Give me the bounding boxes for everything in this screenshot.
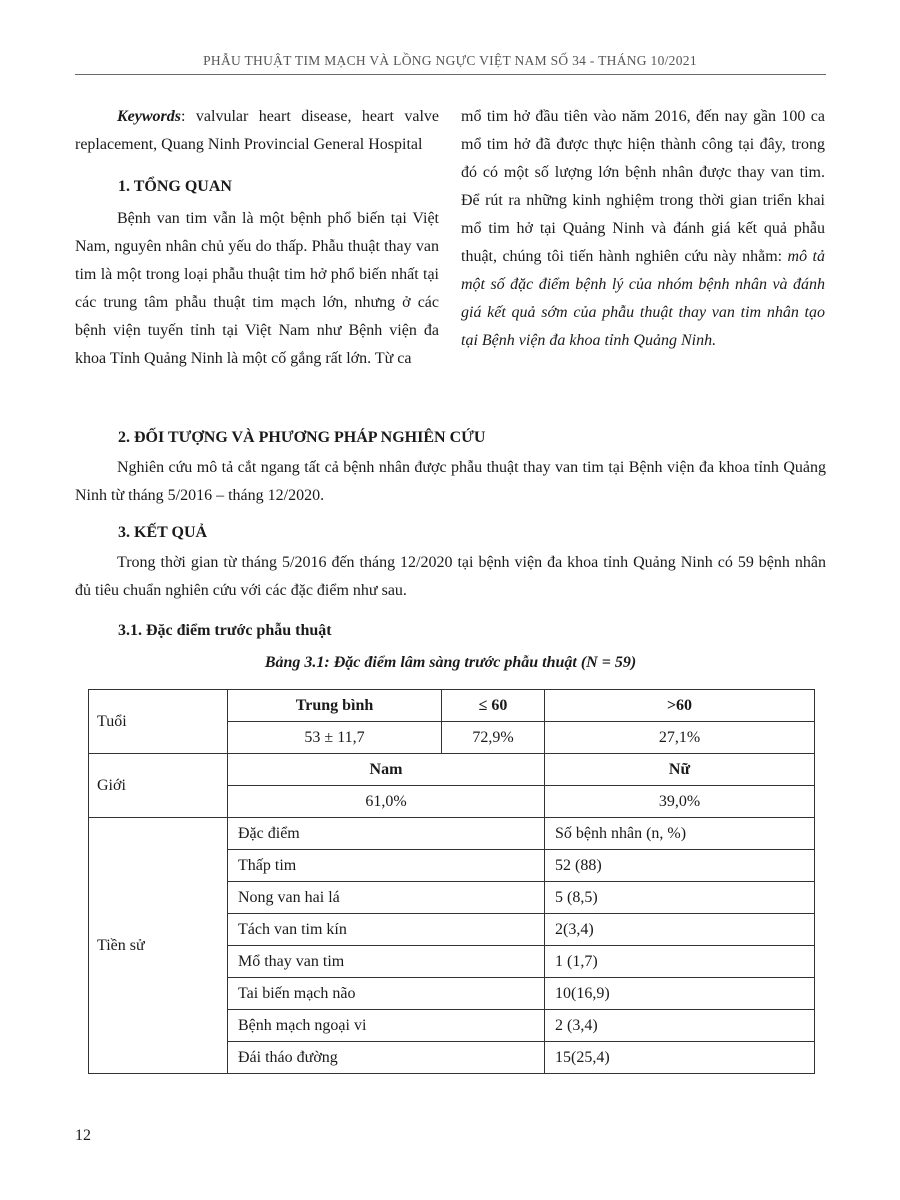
- history-count: 2 (3,4): [545, 1010, 815, 1042]
- history-count: 52 (88): [545, 850, 815, 882]
- sex-header-male: Nam: [228, 754, 545, 786]
- section-2: [75, 424, 826, 510]
- sex-value-female: 39,0%: [545, 786, 815, 818]
- table-row: [89, 818, 815, 850]
- table-caption: Bảng 3.1: Đặc điểm lâm sàng trước phẫu thuật (N = 59): [264, 654, 637, 671]
- section-1-title: 1. TỔNG QUAN: [118, 178, 232, 195]
- page-number: 12: [75, 1127, 91, 1144]
- history-count: 5 (8,5): [545, 882, 815, 914]
- history-count: 15(25,4): [545, 1042, 815, 1074]
- sex-value-male: 61,0%: [228, 786, 545, 818]
- keywords-text: : valvular heart disease, heart valve replacement, Quang Ninh Provincial General Hospital: [75, 108, 439, 153]
- age-value-le60: 72,9%: [442, 722, 545, 754]
- history-label-cell: Tiền sử: [89, 818, 228, 1074]
- keywords-label: Keywords: [117, 108, 181, 125]
- age-value-mean: 53 ± 11,7: [228, 722, 442, 754]
- intro-continued-paragraph: [461, 103, 825, 355]
- history-header-feature: Đặc điểm: [228, 818, 545, 850]
- history-feature: Tai biến mạch não: [228, 978, 545, 1010]
- history-feature: Nong van hai lá: [228, 882, 545, 914]
- history-count: 1 (1,7): [545, 946, 815, 978]
- history-count: 2(3,4): [545, 914, 815, 946]
- table-row: [89, 754, 815, 786]
- section-3-paragraph: Trong thời gian từ tháng 5/2016 đến tháng 12/2020 tại bệnh viện đa khoa tỉnh Quảng Ninh có 59 bệnh nhân đủ tiêu chuẩn nghiên cứu với các đặc điểm như sau.: [75, 554, 826, 599]
- section-1-paragraph: Bệnh van tim vẫn là một bệnh phổ biến tại Việt Nam, nguyên nhân chủ yếu do thấp. Phẫu thuật thay van tim là một trong loại phẫu thuật tim hở phổ biến nhất tại các trung tâm phẫu thuật tim mạch lớn, nhưng ở các bệnh viện tuyến tỉnh tại Việt Nam như Bệnh viện đa khoa Tỉnh Quảng Ninh là một cố gắng rất lớn. Từ ca: [75, 210, 439, 367]
- intro-continued-text: mổ tim hở đầu tiên vào năm 2016, đến nay gần 100 ca mổ tim hở đã được thực hiện thành công tại đây, trong đó có một số lượng lớn bệnh nhân được thay van tim. Để rút ra những kinh nghiệm trong thời gian triển khai mổ tim hở tại Quảng Ninh và đánh giá kết quả phẫu thuật, chúng tôi tiến hành nghiên cứu này nhằm:: [461, 108, 825, 265]
- study-objective-text: mô tả một số đặc điểm bệnh lý của nhóm bệnh nhân và đánh giá kết quả sớm của phẫu thuật thay van tim nhân tạo tại Bệnh viện đa khoa tỉnh Quảng Ninh.: [461, 248, 825, 349]
- header-divider: [75, 74, 826, 75]
- age-label-cell: Tuổi: [89, 690, 228, 754]
- history-feature: Tách van tim kín: [228, 914, 545, 946]
- table-row: [89, 690, 815, 722]
- subsection-3-1: [75, 617, 826, 645]
- age-value-gt60: 27,1%: [545, 722, 815, 754]
- running-header: PHẪU THUẬT TIM MẠCH VÀ LỒNG NGỰC VIỆT NAM SỐ 34 - THÁNG 10/2021: [203, 53, 697, 68]
- history-feature: Đái tháo đường: [228, 1042, 545, 1074]
- age-header-le60: ≤ 60: [442, 690, 545, 722]
- age-header-mean: Trung bình: [228, 690, 442, 722]
- history-feature: Mổ thay van tim: [228, 946, 545, 978]
- keywords-paragraph: [75, 103, 439, 159]
- right-column: [461, 103, 825, 355]
- age-header-gt60: >60: [545, 690, 815, 722]
- history-feature: Thấp tim: [228, 850, 545, 882]
- clinical-characteristics-table: [88, 689, 815, 1074]
- history-header-count: Số bệnh nhân (n, %): [545, 818, 815, 850]
- sex-label-cell: Giới: [89, 754, 228, 818]
- sex-header-female: Nữ: [545, 754, 815, 786]
- history-count: 10(16,9): [545, 978, 815, 1010]
- subsection-3-1-title: 3.1. Đặc điểm trước phẫu thuật: [118, 622, 332, 639]
- section-2-title: 2. ĐỐI TƯỢNG VÀ PHƯƠNG PHÁP NGHIÊN CỨU: [118, 429, 486, 446]
- history-feature: Bệnh mạch ngoại vi: [228, 1010, 545, 1042]
- section-3-title: 3. KẾT QUẢ: [118, 524, 208, 541]
- section-2-paragraph: Nghiên cứu mô tả cắt ngang tất cả bệnh nhân được phẫu thuật thay van tim tại Bệnh viện đa khoa tỉnh Quảng Ninh từ tháng 5/2016 – tháng 12/2020.: [75, 459, 826, 504]
- left-column: [75, 103, 439, 373]
- section-3: [75, 519, 826, 605]
